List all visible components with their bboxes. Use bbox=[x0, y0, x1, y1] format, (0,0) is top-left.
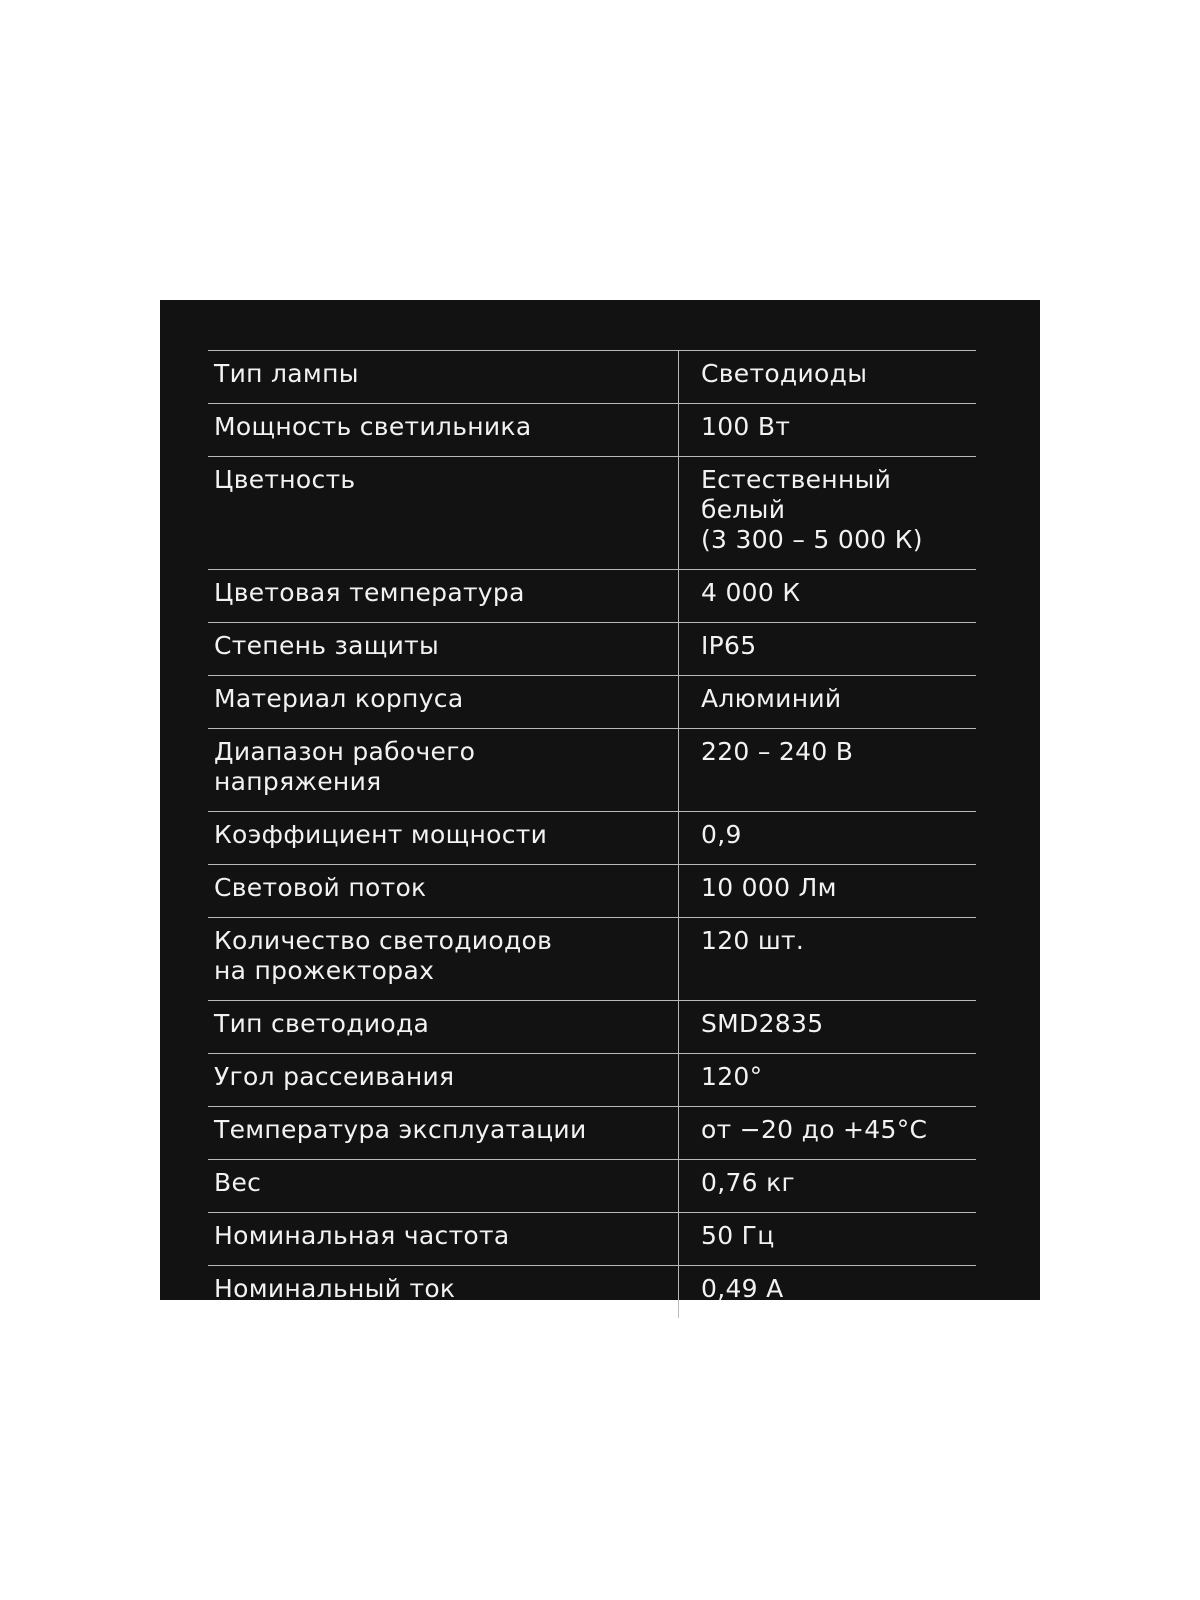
spec-row bbox=[208, 404, 976, 457]
spec-row bbox=[208, 812, 976, 865]
spec-label: Цветность bbox=[208, 457, 679, 570]
spec-label: Степень защиты bbox=[208, 623, 679, 676]
spec-value: от −20 до +45°С bbox=[679, 1107, 977, 1160]
spec-label: Номинальная частота bbox=[208, 1213, 679, 1266]
spec-label: Вес bbox=[208, 1160, 679, 1213]
spec-panel bbox=[160, 300, 1040, 1303]
spec-label: Тип лампы bbox=[208, 351, 679, 404]
spec-value: 10 000 Лм bbox=[679, 865, 977, 918]
spec-table bbox=[208, 350, 976, 1318]
spec-value: 100 Вт bbox=[679, 404, 977, 457]
spec-row bbox=[208, 1001, 976, 1054]
spec-value: 4 000 К bbox=[679, 570, 977, 623]
spec-label: Световой поток bbox=[208, 865, 679, 918]
spec-label: Материал корпуса bbox=[208, 676, 679, 729]
spec-row bbox=[208, 865, 976, 918]
spec-value: Естественный белый (3 300 – 5 000 К) bbox=[679, 457, 977, 570]
spec-row bbox=[208, 1107, 976, 1160]
spec-value: 0,76 кг bbox=[679, 1160, 977, 1213]
spec-value: SMD2835 bbox=[679, 1001, 977, 1054]
spec-value: 0,9 bbox=[679, 812, 977, 865]
spec-label: Температура эксплуатации bbox=[208, 1107, 679, 1160]
spec-label: Угол рассеивания bbox=[208, 1054, 679, 1107]
spec-row bbox=[208, 1054, 976, 1107]
spec-row bbox=[208, 1160, 976, 1213]
spec-label: Тип светодиода bbox=[208, 1001, 679, 1054]
spec-label: Мощность светильника bbox=[208, 404, 679, 457]
spec-row bbox=[208, 457, 976, 570]
spec-row bbox=[208, 729, 976, 812]
spec-label: Коэффициент мощности bbox=[208, 812, 679, 865]
spec-value: 120° bbox=[679, 1054, 977, 1107]
spec-value: 220 – 240 В bbox=[679, 729, 977, 812]
spec-value: IP65 bbox=[679, 623, 977, 676]
spec-label: Номинальный ток bbox=[208, 1266, 679, 1319]
spec-value: 0,49 А bbox=[701, 1274, 784, 1303]
spec-label: Количество светодиодов на прожекторах bbox=[208, 918, 679, 1001]
spec-row bbox=[208, 918, 976, 1001]
spec-row bbox=[208, 1266, 976, 1319]
spec-label: Диапазон рабочего напряжения bbox=[208, 729, 679, 812]
spec-row bbox=[208, 676, 976, 729]
spec-row bbox=[208, 623, 976, 676]
spec-row bbox=[208, 1213, 976, 1266]
spec-value: 50 Гц bbox=[679, 1213, 977, 1266]
spec-table-body bbox=[208, 351, 976, 1319]
spec-value: 120 шт. bbox=[679, 918, 977, 1001]
spec-label: Цветовая температура bbox=[208, 570, 679, 623]
spec-row bbox=[208, 570, 976, 623]
spec-row bbox=[208, 351, 976, 404]
spec-value: Алюминий bbox=[679, 676, 977, 729]
spec-value: Светодиоды bbox=[679, 351, 977, 404]
